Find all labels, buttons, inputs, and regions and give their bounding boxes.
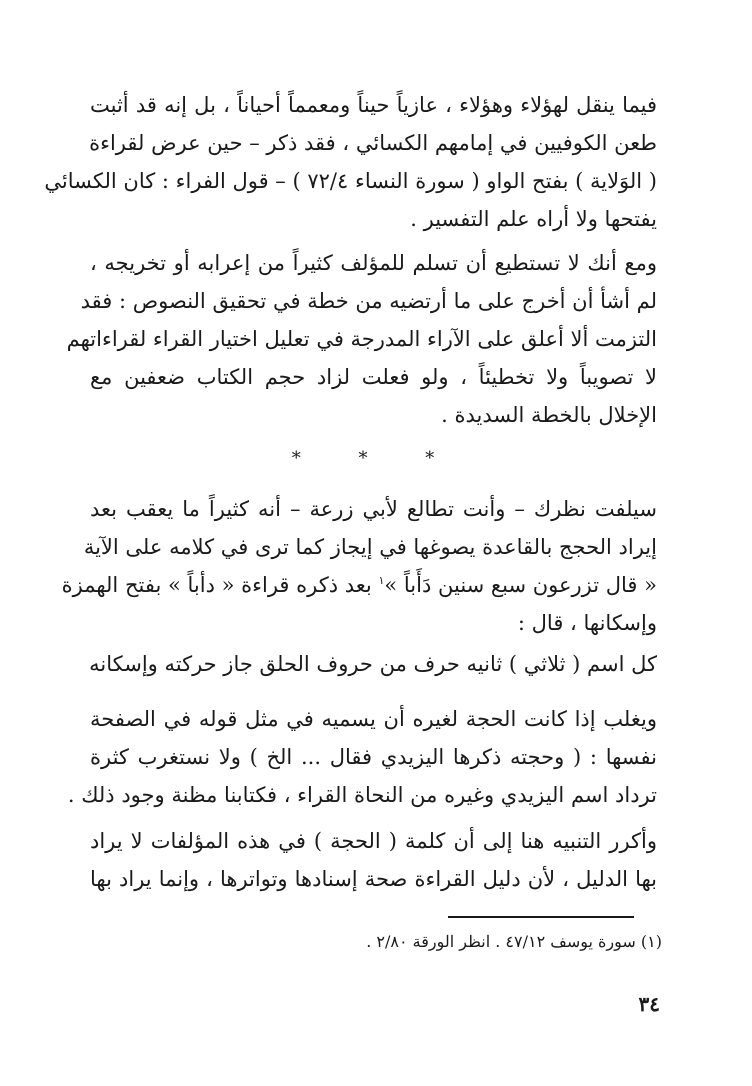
paragraph-line: يفتحها ولا أراه علم التفسير . (410, 207, 657, 231)
paragraph-line: طعن الكوفيين في إمامهم الكسائي ، فقد ذكر – حين عرض لقراءة (89, 131, 657, 155)
paragraph-line: التزمت ألا أعلق على الآراء المدرجة في تعليل اختيار القراء لقراءاتهم (66, 327, 657, 351)
paragraph-fragment: بعد ذكره قراءة « دأباً » بفتح الهمزة (61, 573, 372, 597)
section-separator: * * * (291, 448, 461, 469)
paragraph-line: نفسها : ( وحجته ذكرها اليزيدي فقال ... الخ ) ولا نستغرب كثرة (90, 745, 657, 769)
page-number: ٣٤ (638, 992, 660, 1016)
paragraph-2 (66, 244, 657, 434)
footnote: (١) سورة يوسف ٤٧/١٢ . انظر الورقة ٢/٨٠ . (366, 932, 662, 951)
quran-quote: « قال تزرعون سبع سنين دَأَباً » (384, 573, 657, 597)
paragraph-line: لا تصويباً ولا تخطيئاً ، ولو فعلت لزاد حجم الكتاب ضعفين مع (90, 365, 657, 389)
paragraph-line: فيما ينقل لهؤلاء وهؤلاء ، عازياً حيناً ومعمماً أحياناً ، بل إنه قد أثبت (90, 93, 657, 117)
paragraph-1 (44, 86, 657, 238)
paragraph-line: وأكرر التنبيه هنا إلى أن كلمة ( الحجة ) في هذه المؤلفات لا يراد (90, 829, 657, 853)
paragraph-line: بها الدليل ، لأن دليل القراءة صحة إسنادها وتواترها ، وإنما يراد بها (90, 867, 657, 891)
footnote-divider (448, 916, 634, 918)
paragraph-line: ( الوَلاية ) بفتح الواو ( سورة النساء ٧٢/٤ ) – قول الفراء : كان الكسائي (44, 169, 657, 193)
paragraph-5 (90, 822, 657, 898)
paragraph-line-with-quote (61, 566, 657, 604)
footnote-marker[interactable]: ١ (378, 574, 385, 587)
paragraph-line: وإسكانها ، قال : (517, 611, 657, 635)
paragraph-line: ومع أنك لا تستطيع أن تسلم للمؤلف كثيراً من إعرابه أو تخريجه ، (90, 251, 657, 275)
paragraph-line: ترداد اسم اليزيدي وغيره من النحاة القراء ، فكتابنا مظنة وجود ذلك . (67, 783, 657, 807)
paragraph-line: الإخلال بالخطة السديدة . (441, 403, 657, 427)
paragraph-3 (61, 490, 657, 642)
paragraph-line: ويغلب إذا كانت الحجة لغيره أن يسميه في مثل قوله في الصفحة (90, 707, 657, 731)
paragraph-line: إيراد الحجج بالقاعدة يصوغها في إيجاز كما ترى في كلامه على الآية (83, 535, 657, 559)
paragraph-line: لم أشأ أن أخرج على ما أرتضيه من خطة في تحقيق النصوص : فقد (80, 289, 657, 313)
paragraph-line: سيلفت نظرك – وأنت تطالع لأبي زرعة – أنه كثيراً ما يعقب بعد (90, 497, 657, 521)
grammar-rule-verse: كل اسم ( ثلاثي ) ثانيه حرف من حروف الحلق جاز حركته وإسكانه (89, 652, 657, 676)
paragraph-4 (67, 700, 657, 814)
